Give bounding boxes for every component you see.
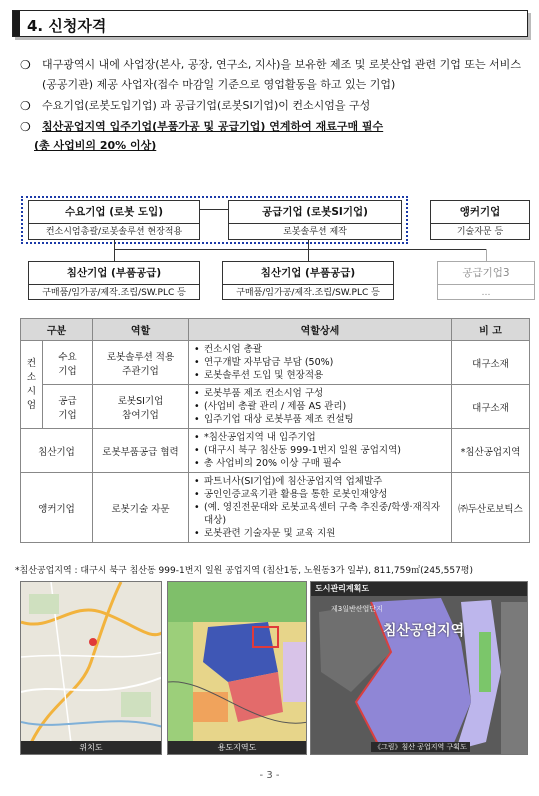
map3-caption: 《그림》침산 공업지역 구획도 — [371, 742, 470, 752]
detail-cell — [189, 473, 452, 543]
chimsan-company-box — [222, 261, 394, 300]
section-heading — [12, 10, 528, 37]
note-cell: *침산공업지역 — [452, 429, 530, 473]
bullet-text: 대구광역시 내에 사업장(본사, 공장, 연구소, 지사)을 보유한 제조 및 로봇산업 관련 기업 또는 서비스(공공기관) 제공 사업자(접수 마감일 기준으로 영업활동을 하고 있는 기업) — [42, 58, 521, 91]
eligibility-bullets — [20, 55, 530, 154]
map3-sub-label: 제3일반산업단지 — [331, 605, 383, 613]
entity-title: 앵커기업 — [431, 201, 529, 224]
urban-plan-map — [310, 581, 528, 755]
detail-cell — [189, 341, 452, 385]
detail-cell — [189, 385, 452, 429]
zoning-map-image — [168, 582, 307, 743]
detail-cell — [189, 429, 452, 473]
connector-line — [200, 209, 228, 210]
detail-item: • (사업비 총괄 관리 / 제품 AS 관리) — [204, 400, 448, 413]
group-cell: 앵커기업 — [21, 473, 93, 543]
entity-desc: 구매품/임가공/제작.조립/SW.PLC 등 — [42, 288, 186, 298]
bullet-item — [20, 117, 530, 137]
col-header: 구분 — [21, 319, 93, 341]
bullet-text: 침산공업지역 입주기업(부품가공 및 공급기업) 연계하여 재료구매 필수 — [42, 120, 384, 133]
section-title: 4. 신청자격 — [27, 17, 107, 35]
connector-line — [114, 249, 486, 250]
detail-item: • (예. 영진전문대와 로봇교육센터 구축 추진중/학생·재직자 대상) — [204, 501, 448, 527]
table-header-row — [21, 319, 530, 341]
bullet-item — [20, 55, 530, 95]
group-cell: 공급 기업 — [43, 385, 93, 429]
entity-title: 수요기업 (로봇 도입) — [29, 201, 199, 224]
detail-item: • 로봇솔루션 도입 및 현장적용 — [204, 369, 448, 382]
role-cell: 로봇SI기업 참여기업 — [93, 385, 189, 429]
role-cell: 로봇솔루션 적용 주관기업 — [93, 341, 189, 385]
col-header: 역할 — [93, 319, 189, 341]
bullet-marker: ❍ — [20, 58, 31, 72]
connector-line — [114, 240, 115, 261]
table-row — [21, 473, 530, 543]
col-header: 비 고 — [452, 319, 530, 341]
connector-line — [486, 249, 487, 261]
role-cell: 로봇기술 자문 — [93, 473, 189, 543]
entity-desc: 컨소시엄총괄/로봇솔루션 현장적용 — [45, 227, 183, 237]
map-caption: 용도지역도 — [168, 741, 306, 754]
zoning-map — [167, 581, 307, 755]
anchor-company-box — [430, 200, 530, 240]
bullet-marker: ❍ — [20, 99, 31, 113]
note-cell: 대구소재 — [452, 385, 530, 429]
note-cell: ㈜두산로보틱스 — [452, 473, 530, 543]
table-row — [21, 341, 530, 385]
col-header: 역할상세 — [189, 319, 452, 341]
table-row — [21, 429, 530, 473]
connector-line — [308, 240, 309, 261]
role-cell: 로봇부품공급 협력 — [93, 429, 189, 473]
detail-item: • 총 사업비의 20% 이상 구매 필수 — [204, 457, 448, 470]
table-row — [21, 385, 530, 429]
entity-title: 침산기업 (부품공급) — [223, 262, 393, 285]
role-table — [20, 318, 530, 543]
footnote: *침산공업지역 : 대구시 북구 침산동 999-1번지 일원 공업지역 (침산1동, 노원동3가 일부), 811,759㎡(245,557평) — [15, 566, 474, 576]
map3-header: 도시관리계획도 — [315, 584, 370, 593]
detail-item: • *침산공업지역 내 입주기업 — [204, 431, 448, 444]
map3-zone-label: 침산공업지역 — [383, 623, 465, 639]
detail-item: • 연구개발 자부담금 부담 (50%) — [204, 356, 448, 369]
detail-item: • 로봇부품 제조 컨소시엄 구성 — [204, 387, 448, 400]
detail-item: • 공인인증교육기관 활용을 통한 로봇인재양성 — [204, 488, 448, 501]
entity-title: 공급기업3 — [438, 262, 534, 285]
detail-item: • 컨소시엄 총괄 — [204, 343, 448, 356]
chimsan-company-box — [28, 261, 200, 300]
entity-title: 침산기업 (부품공급) — [29, 262, 199, 285]
detail-item: • 파트너사(SI기업)에 침산공업지역 업체발주 — [204, 475, 448, 488]
bullet-item — [20, 96, 530, 116]
bullet-subnote: (총 사업비의 20% 이상) — [34, 139, 157, 152]
demand-company-box — [28, 200, 200, 240]
consortium-cell: 컨 소 시 엄 — [21, 341, 43, 429]
group-cell: 수요 기업 — [43, 341, 93, 385]
entity-desc: 기술자문 등 — [456, 227, 504, 237]
entity-title: 공급기업 (로봇SI기업) — [229, 201, 401, 224]
entity-desc: 로봇솔루션 제작 — [283, 227, 347, 237]
entity-desc: … — [481, 288, 491, 298]
entity-desc: 구매품/임가공/제작.조립/SW.PLC 등 — [236, 288, 380, 298]
bullet-text: 수요기업(로봇도입기업) 과 공급기업(로봇SI기업)이 컨소시엄을 구성 — [42, 99, 371, 112]
page-number: - 3 - — [259, 770, 280, 781]
detail-item: • (대구시 북구 침산동 999-1번지 일원 공업지역) — [204, 444, 448, 457]
heading-bar — [13, 11, 20, 36]
detail-item: • 로봇관련 기술자문 및 교육 지원 — [204, 527, 448, 540]
map-caption: 위치도 — [21, 741, 161, 754]
location-map-image — [21, 582, 162, 743]
supply-company-box — [228, 200, 402, 240]
location-map — [20, 581, 162, 755]
bullet-marker: ❍ — [20, 120, 31, 134]
group-cell: 침산기업 — [21, 429, 93, 473]
supply3-company-box — [437, 261, 535, 300]
detail-item: • 입주기업 대상 로봇부품 제조 컨설팅 — [204, 413, 448, 426]
note-cell: 대구소재 — [452, 341, 530, 385]
